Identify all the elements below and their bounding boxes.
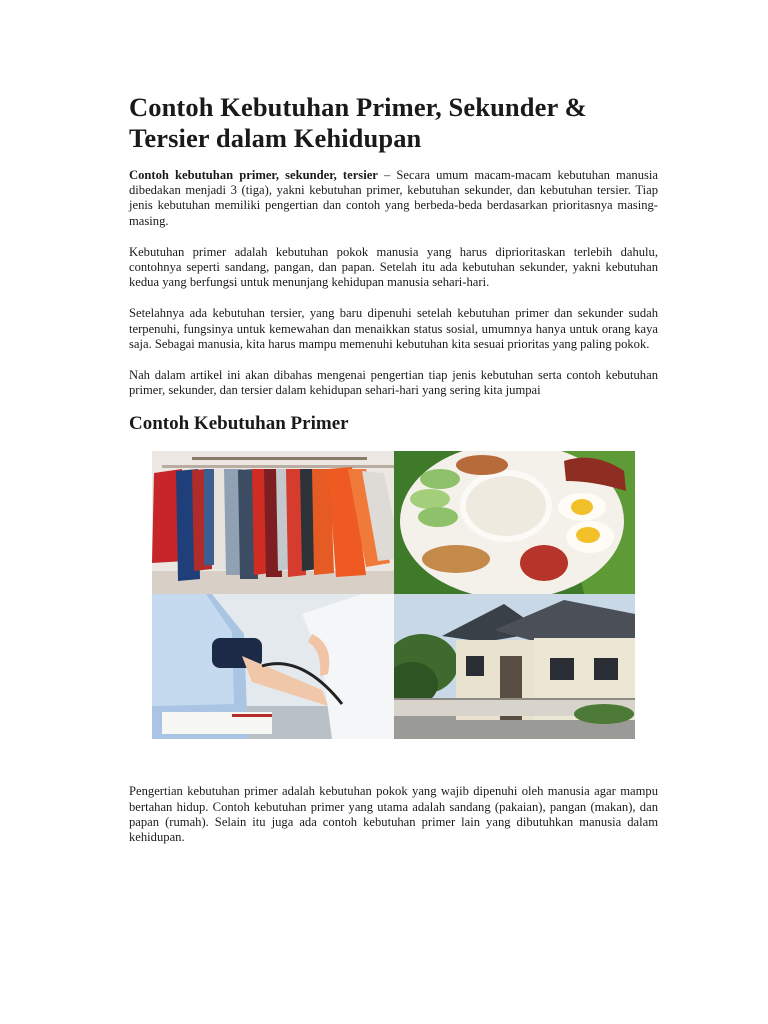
paragraph-tertiary-definition: Setelahnya ada kebutuhan tersier, yang baru dipenuhi setelah kebutuhan primer dan sekunder sudah terpenuhi, fungsinya untuk kemewahan dan menaikkan status sosial, umumnya hanya untuk orang kaya saja. Sebagai manusia, kita harus mampu memenuhi kebutuhan kita sesuai prioritas yang paling pokok. bbox=[129, 306, 658, 351]
house-illustration bbox=[394, 594, 635, 739]
paragraph-article-overview: Nah dalam artikel ini akan dibahas mengenai pengertian tiap jenis kebutuhan serta contoh kebutuhan primer, sekunder, dan tersier dalam kehidupan sehari-hari yang sering kita jumpai bbox=[129, 368, 658, 398]
intro-paragraph bbox=[129, 168, 658, 229]
primary-needs-collage-image bbox=[152, 451, 635, 739]
paragraph-primary-needs-definition: Pengertian kebutuhan primer adalah kebutuhan pokok yang wajib dipenuhi oleh manusia agar mampu bertahan hidup. Contoh kebutuhan primer yang utama adalah sandang (pakaian), pangan (makan), dan papan (rumah). Selain itu juga ada contoh kebutuhan primer lain yang dibutuhkan manusia dalam kehidupan. bbox=[129, 784, 658, 845]
section-heading-primary-needs: Contoh Kebutuhan Primer bbox=[129, 413, 349, 435]
paragraph-primary-definition: Kebutuhan primer adalah kebutuhan pokok manusia yang harus diprioritaskan terlebih dahulu, contohnya seperti sandang, pangan, dan papan. Setelah itu ada kebutuhan sekunder, yakni kebutuhan kedua yang berfungsi untuk menunjang kehidupan manusia sehari-hari. bbox=[129, 244, 658, 290]
intro-text: – Secara umum macam-macam kebutuhan manusia dibedakan menjadi 3 (tiga), yakni kebutuhan primer, kebutuhan sekunder, dan kebutuhan tersier. Tiap jenis kebutuhan memiliki pengertian dan contoh yang berbeda-beda berdasarkan prioritasnya masing-masing. bbox=[129, 168, 658, 228]
clothing-rack-photo bbox=[152, 451, 394, 594]
house-photo bbox=[394, 594, 635, 739]
medical-checkup-photo bbox=[152, 594, 394, 739]
rice-meal-photo bbox=[394, 451, 635, 594]
article-body bbox=[129, 92, 658, 845]
intro-bold-lead: Contoh kebutuhan primer, sekunder, tersier bbox=[129, 168, 378, 182]
clothing-rack-illustration bbox=[152, 451, 394, 594]
medical-checkup-illustration bbox=[152, 594, 394, 739]
rice-meal-illustration bbox=[394, 451, 635, 594]
article-title: Contoh Kebutuhan Primer, Sekunder & Tersier dalam Kehidupan bbox=[129, 92, 587, 153]
